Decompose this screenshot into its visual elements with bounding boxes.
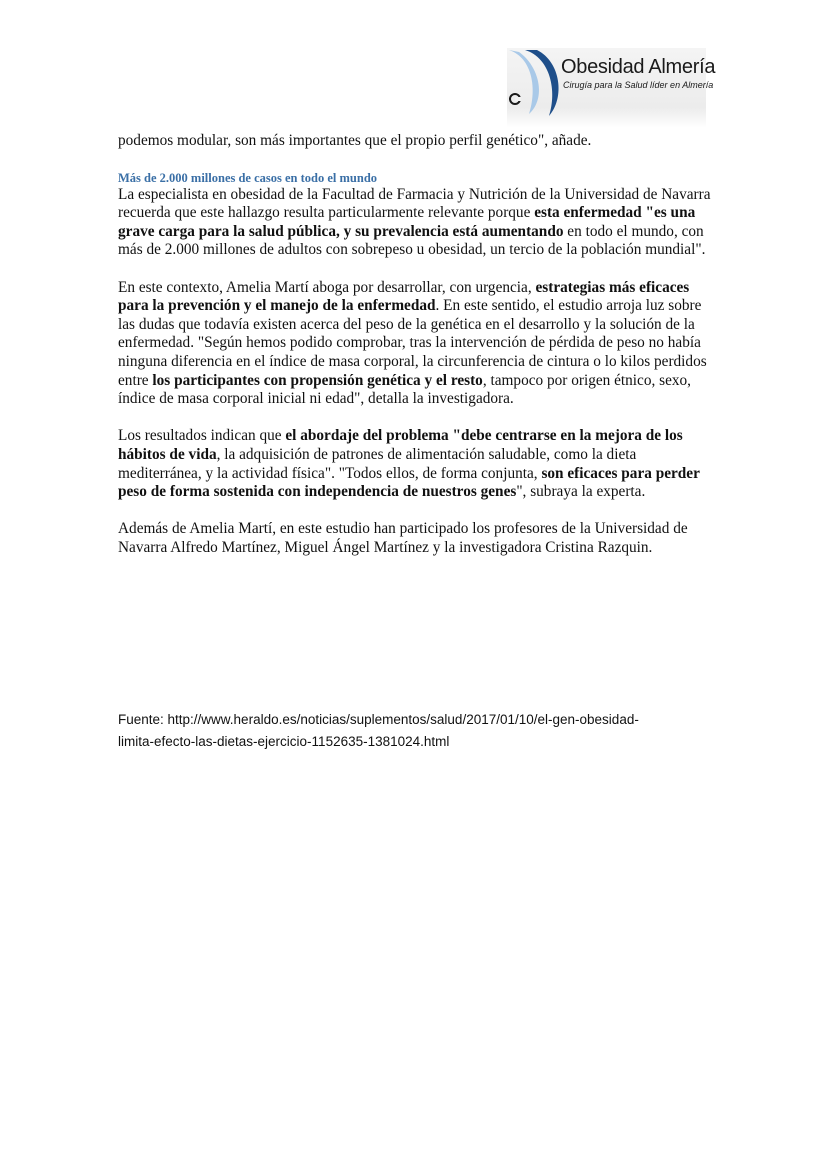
bold-highlight: estrategias más eficaces para la prevención y el manejo de la enfermedad [118,278,690,315]
paragraph-participants: Además de Amelia Martí, en este estudio han participado los profesores de la Universidad de Navarra Alfredo Martínez, Miguel Ángel Martínez y la investigadora Cristina Razquin. [118,520,688,556]
source-line-1: Fuente: http://www.heraldo.es/noticias/suplementos/salud/2017/01/10/el-gen-obesidad- [118,712,639,727]
header-logo [507,48,716,128]
paragraph-context: En este contexto, Amelia Martí aboga por desarrollar, con urgencia, estrategias más eficaces para la prevención y el manejo de la enfermedad. En este sentido, el estudio arroja luz sobre las dudas que todavía existen acerca del peso de la genética en el desarrollo y la solución de la enfermedad. "Según hemos podido comprobar, tras la intervención de pérdida de peso no había ninguna diferencia en el índice de masa corporal, la circunferencia de cintura o lo kilos perdidos entre los participantes con propensión genética y el resto, tampoco por origen étnico, sexo, índice de masa corporal inicial ni edad", detalla la investigadora. [118,278,707,408]
logo-title: Obesidad Almería [561,56,716,78]
source-line-2: limita-efecto-las-dietas-ejercicio-1152635-1381024.html [118,734,450,749]
bold-highlight: esta enfermedad "es una grave carga para la salud pública, y su prevalencia está aumentando [118,204,696,240]
bold-highlight: los participantes con propensión genética y el resto [152,371,483,389]
source-citation [118,709,718,753]
paragraph-specialist: La especialista en obesidad de la Facultad de Farmacia y Nutrición de la Universidad de Navarra recuerda que este hallazgo resulta particularmente relevante porque esta enfermedad "es una grave carga para la salud pública, y su prevalencia está aumentando en todo el mundo, con más de 2.000 millones de adultos con sobrepeso u obesidad, un tercio de la población mundial". [118,185,711,259]
article-body [118,132,718,557]
section-subheading: Más de 2.000 millones de casos en todo el mundo [118,170,378,185]
paragraph-results: Los resultados indican que el abordaje del problema "debe centrarse en la mejora de los hábitos de vida, la adquisición de patrones de alimentación saludable, como la dieta mediterránea, y la actividad física". "Todos ellos, de forma conjunta, son eficaces para perder peso de forma sostenida con independencia de nuestros genes", subraya la experta. [118,427,700,501]
bold-highlight: son eficaces para perder peso de forma sostenida con independencia de nuestros genes [118,464,700,501]
paragraph-intro-continuation: podemos modular, son más importantes que el propio perfil genético", añade. [118,132,592,149]
bold-highlight: el abordaje del problema "debe centrarse en la mejora de los hábitos de vida [118,427,683,463]
logo-tagline: Cirugía para la Salud líder en Almería [563,80,714,90]
